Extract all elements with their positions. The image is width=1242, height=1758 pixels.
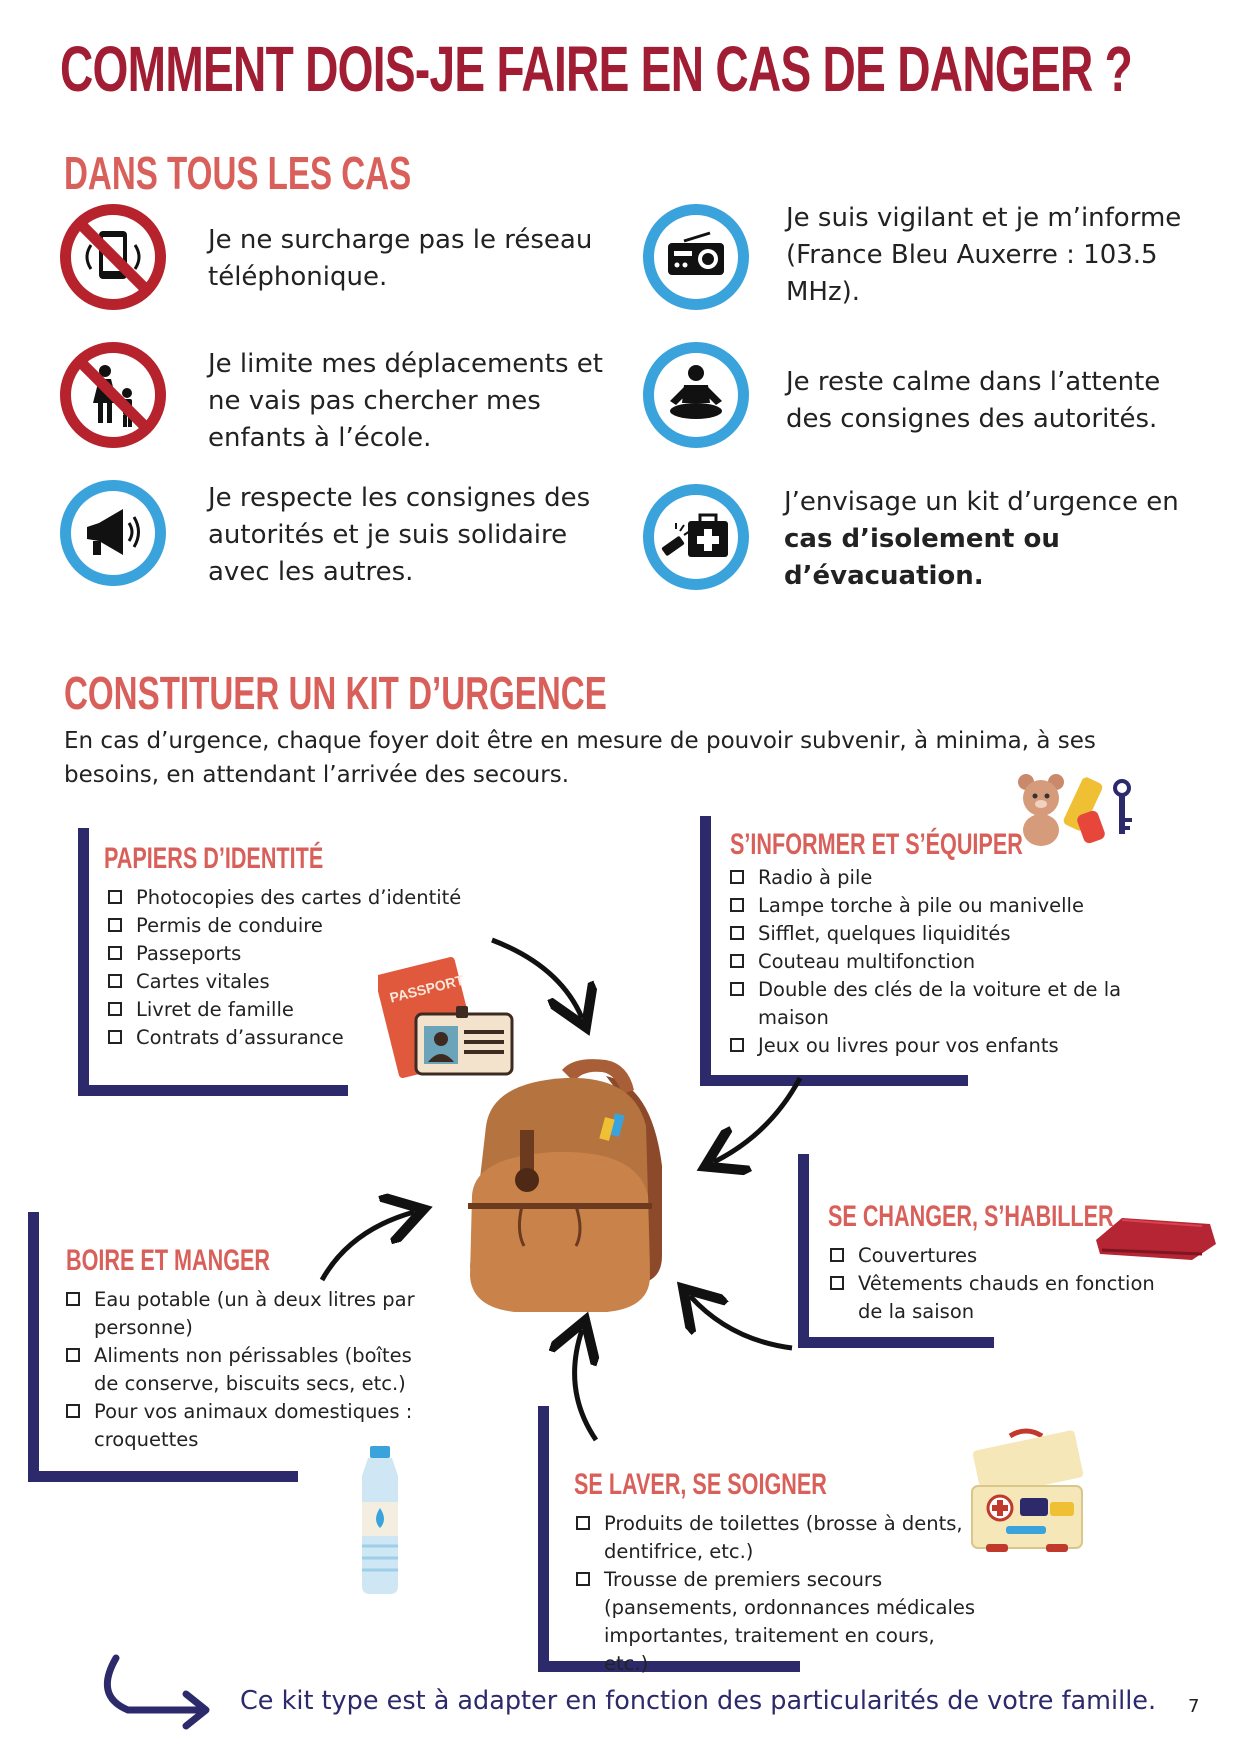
box-title-papiers: PAPIERS D’IDENTITÉ: [104, 842, 324, 875]
checklist-item[interactable]: Permis de conduire: [108, 912, 468, 940]
checklist-item[interactable]: Jeux ou livres pour vos enfants: [730, 1032, 1130, 1060]
checklist-item[interactable]: Sifflet, quelques liquidités: [730, 920, 1130, 948]
checklist-item[interactable]: Livret de famille: [108, 996, 468, 1024]
checklist-item[interactable]: Double des clés de la voiture et de la maison: [730, 976, 1130, 1032]
checklist-item[interactable]: Trousse de premiers secours (pansements, ordonnances médicales importantes, traitement en cours, etc.): [576, 1566, 976, 1678]
blanket-illustration: [1092, 1210, 1220, 1264]
rule-text-network: Je ne surcharge pas le réseau téléphonique.: [208, 225, 593, 292]
checklist-item[interactable]: Contrats d’assurance: [108, 1024, 468, 1052]
checklist-item[interactable]: Lampe torche à pile ou manivelle: [730, 892, 1130, 920]
checklist-item[interactable]: Couteau multifonction: [730, 948, 1130, 976]
box-laver: [538, 1406, 976, 1675]
checklist-item[interactable]: Produits de toilettes (brosse à dents, dentifrice, etc.): [576, 1510, 976, 1566]
checklist-item[interactable]: Pour vos animaux domestiques : croquettes: [66, 1398, 416, 1454]
box-title-laver: SE LAVER, SE SOIGNER: [574, 1468, 827, 1501]
box-title-informer: S’INFORMER ET S’ÉQUIPER: [730, 828, 1023, 861]
rule-text-solidarity: Je respecte les consignes des autorités et je suis solidaire avec les autres.: [208, 483, 591, 587]
list-laver: [576, 1510, 976, 1678]
section-heading-all: DANS TOUS LES CAS: [64, 147, 412, 199]
passport-label: PASSPORT: [387, 971, 466, 1006]
checklist-item[interactable]: Vêtements chauds en fonction de la saison: [830, 1270, 1170, 1326]
rule-text-calm: Je reste calme dans l’attente des consignes des autorités.: [786, 367, 1161, 434]
checklist-item[interactable]: Radio à pile: [730, 864, 1130, 892]
rule-text-radio: Je suis vigilant et je m’informe (France Bleu Auxerre : 103.5 MHz).: [786, 203, 1182, 307]
water-bottle-illustration: [352, 1446, 408, 1594]
checklist-item[interactable]: Cartes vitales: [108, 968, 468, 996]
checklist-item[interactable]: Aliments non périssables (boîtes de conserve, biscuits secs, etc.): [66, 1342, 416, 1398]
list-boire: [66, 1286, 416, 1454]
section-heading-kit: CONSTITUER UN KIT D’URGENCE: [64, 667, 607, 719]
footer-note: Ce kit type est à adapter en fonction des particularités de votre famille.: [240, 1686, 1157, 1716]
box-title-boire: BOIRE ET MANGER: [66, 1244, 271, 1277]
first-aid-box-illustration: [966, 1426, 1090, 1556]
checklist-item[interactable]: Photocopies des cartes d’identité: [108, 884, 468, 912]
box-title-changer: SE CHANGER, S’HABILLER: [828, 1200, 1114, 1233]
box-boire: [28, 1212, 415, 1482]
rule-text-movement: Je limite mes déplacements et ne vais pas chercher mes enfants à l’école.: [208, 349, 603, 453]
page-number: 7: [1188, 1696, 1200, 1717]
checklist-item[interactable]: Couvertures: [830, 1242, 1170, 1270]
checklist-item[interactable]: Passeports: [108, 940, 468, 968]
rule-text-kit: J’envisage un kit d’urgence en cas d’isolement ou d’évacuation.: [784, 487, 1179, 591]
checklist-item[interactable]: Eau potable (un à deux litres par personne): [66, 1286, 416, 1342]
curved-arrow-icon: [94, 1650, 218, 1732]
kit-intro: En cas d’urgence, chaque foyer doit être en mesure de pouvoir subvenir, à minima, à ses besoins, en attendant l’arrivée des secours.: [64, 728, 1096, 788]
box-changer: [798, 1154, 1155, 1348]
page-title: COMMENT DOIS-JE FAIRE EN CAS DE DANGER ?: [60, 33, 1133, 105]
